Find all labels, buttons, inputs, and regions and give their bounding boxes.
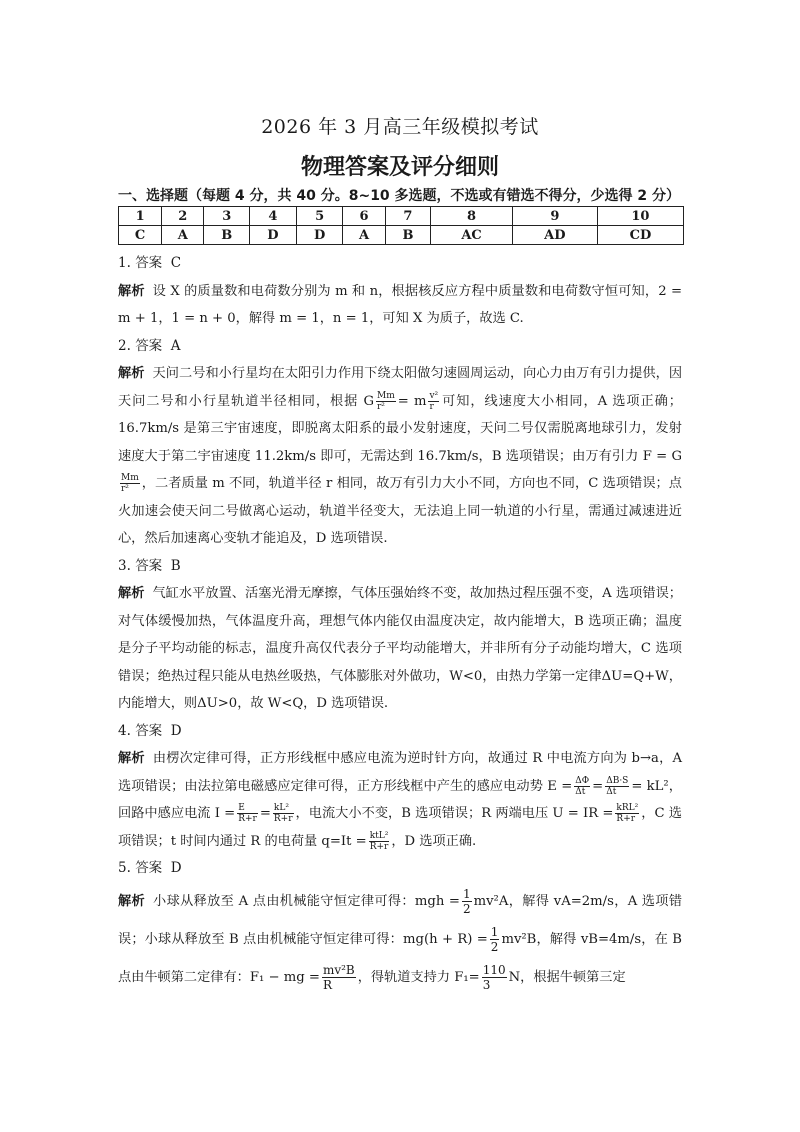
analysis-text: 可知，线速度大小相同，A 选项正确；16.7km/s 是第三宇宙速度，即脱离太阳系的最小发射速度，天问二号仅需脱离地球引力，发射速度大于第二宇宙速度 11.2km/s 即可，无需达到 16.7km/s，B 选项错误；由万有引力 F = G [118,393,682,464]
answer-label: 答案 [135,337,163,354]
denominator: Δt [606,786,617,797]
analysis-text: ，得轨道支持力 F₁= [357,969,480,985]
table-cell: D [250,226,297,245]
numerator: Mm [377,390,395,401]
numerator: ktL² [369,830,389,841]
answer-label: 答案 [135,557,163,574]
denominator: r [429,401,434,412]
analysis-text: ，二者质量 m 不同，轨道半径 r 相同，故万有引力大小不同，方向也不同，C 选项错误；点火加速会使天问二号做离心运动，轨道半径变大，无法追上同一轨道的小行星，需通过减速进近心，然后加速离心变轨才能追及，D 选项错误. [118,476,682,546]
numerator: Mm [121,473,139,483]
numerator: ΔB·S [606,775,629,786]
denominator: 2 [462,901,471,916]
fraction [428,391,439,412]
table-cell: 4 [250,207,297,226]
table-cell: 7 [385,207,431,226]
table-cell: A [162,226,204,245]
question-2-answer-line [118,333,682,361]
analysis-text: = [259,806,271,821]
fraction [322,963,356,992]
fraction [376,391,396,412]
analysis-text: mv²A，解得 vA=2m/s，A 选项错误；小球从释放至 B 点由机械能守恒定律可得：mg(h + R) = [118,893,683,947]
question-1-answer-line [118,250,682,278]
table-cell: 5 [296,207,343,226]
question-3-answer-line [118,553,682,581]
analysis-text: mv²B，解得 vB=4m/s，在 B 点由牛顿第二定律有：F₁ − mg = [118,931,682,985]
exam-title: 2026 年 3 月高三年级模拟考试 [261,116,539,138]
fraction [273,803,294,824]
analysis-label: 解析 [118,586,145,601]
denominator: r² [377,401,385,412]
numerator: v² [429,390,439,401]
answer-label: 答案 [135,722,163,739]
analysis-text: N，根据牛顿第三定 [508,969,626,985]
analysis-text: = [592,778,604,794]
analysis-label: 解析 [118,751,145,766]
analysis-text: ，D 选项正确. [391,833,477,849]
question-number: 4. [118,722,131,739]
answer-key-table [118,206,684,245]
analysis-text: ，C 选项错误；t 时间内通过 R 的电荷量 q=It = [118,806,682,849]
answer-value: A [170,337,181,354]
analysis-text: = kL²，回路中感应电流 I = [118,778,682,821]
question-number: 5. [118,860,131,876]
denominator: 2 [490,939,499,954]
numerator: mv²B [322,962,355,977]
analysis-label: 解析 [118,283,145,299]
question-4-answer-line [118,718,682,746]
section-heading-multiple-choice: 一、选择题（每题 4 分，共 40 分。8~10 多选题，不选或有错选不得分，少选得 2 分） [118,188,681,204]
table-row-answers [119,226,684,245]
analysis-label: 解析 [118,893,146,909]
analysis-text: 天问二号和小行星均在太阳引力作用下绕太阳做匀速圆周运动，向心力由万有引力提供，因天问二号和小行星轨道半径相同，根据 G [118,366,683,409]
denominator: Δt [575,786,586,797]
question-3-analysis [118,580,682,718]
analysis-text: 气缸水平放置、活塞光滑无摩擦，气体压强始终不变，故加热过程压强不变，A 选项错误；对气体缓慢加热，气体温度升高，理想气体内能仅由温度决定，故内能增大，B 选项正确；温度是分子平均动能的标志，温度升高仅代表分子平均动能增大，并非所有分子动能均增大，C 选项错误；绝热过程只能从电热丝吸热，气体膨胀对外做功，W<0，由热力学第一定律ΔU=Q+W，内能增大，则ΔU>0，故 W<Q，D 选项错误. [118,586,682,711]
denominator: r² [121,484,129,494]
exam-subtitle: 物理答案及评分细则 [300,155,499,180]
table-cell: B [385,226,431,245]
table-cell: C [119,226,162,245]
analysis-text: 设 X 的质量数和电荷数分别为 m 和 n，根据核反应方程中质量数和电荷数守恒可知，2 = m + 1，1 = n + 0，解得 m = 1，n = 1，可知 X 为质子，故选 C. [118,283,682,326]
question-2-analysis [118,360,682,553]
analysis-text: ，电流大小不变，B 选项错误；R 两端电压 U = IR = [295,806,614,821]
fraction [120,473,140,494]
numerator: kRL² [616,803,639,813]
answer-value: D [170,860,182,876]
table-cell: 10 [597,207,683,226]
table-cell: CD [597,226,683,245]
analysis-text: 小球从释放至 A 点由机械能守恒定律可得：mgh = [153,893,460,909]
question-number: 1. [118,255,131,271]
table-cell: AC [431,226,513,245]
table-cell: D [296,226,343,245]
question-5-answer-line [118,855,682,883]
question-5-analysis [118,883,682,997]
answer-label: 答案 [135,860,163,876]
fraction [237,803,258,824]
question-number: 3. [118,557,131,574]
question-number: 2. [118,337,131,354]
numerator: E [237,803,258,814]
numerator: kL² [273,803,294,814]
table-cell: 8 [431,207,513,226]
fraction [605,776,629,797]
answer-label: 答案 [135,255,163,271]
numerator: ΔΦ [575,775,590,786]
fraction [490,925,500,954]
table-row-numbers [119,207,684,226]
table-cell: AD [512,226,597,245]
analysis-text: = m [397,393,427,409]
numerator: 1 [490,924,499,939]
fraction [462,887,472,916]
answer-explanations [118,250,682,997]
fraction [574,776,590,797]
fraction [369,831,390,852]
analysis-text: 由楞次定律可得，正方形线框中感应电流为逆时针方向，故通过 R 中电流方向为 b→a，A 选项错误；由法拉第电磁感应定律可得，正方形线框中产生的感应电动势 E = [118,751,683,794]
table-cell: 2 [162,207,204,226]
question-4-analysis [118,745,682,855]
table-cell: 1 [119,207,162,226]
analysis-label: 解析 [118,366,145,381]
denominator: R+r [273,814,293,824]
denominator: 3 [482,977,491,992]
denominator: R [322,977,332,992]
numerator: 110 [482,962,506,977]
answer-value: C [170,255,182,271]
question-1-analysis [118,278,682,333]
table-cell: 3 [204,207,250,226]
table-cell: A [343,226,385,245]
answer-value: D [170,722,182,739]
denominator: R+r [369,841,389,852]
denominator: R+r [616,814,636,824]
table-cell: 9 [512,207,597,226]
table-cell: B [204,226,250,245]
fraction [482,963,507,992]
answer-value: B [170,557,181,574]
table-cell: 6 [343,207,385,226]
fraction [615,803,639,824]
numerator: 1 [462,886,471,901]
denominator: R+r [238,814,257,824]
